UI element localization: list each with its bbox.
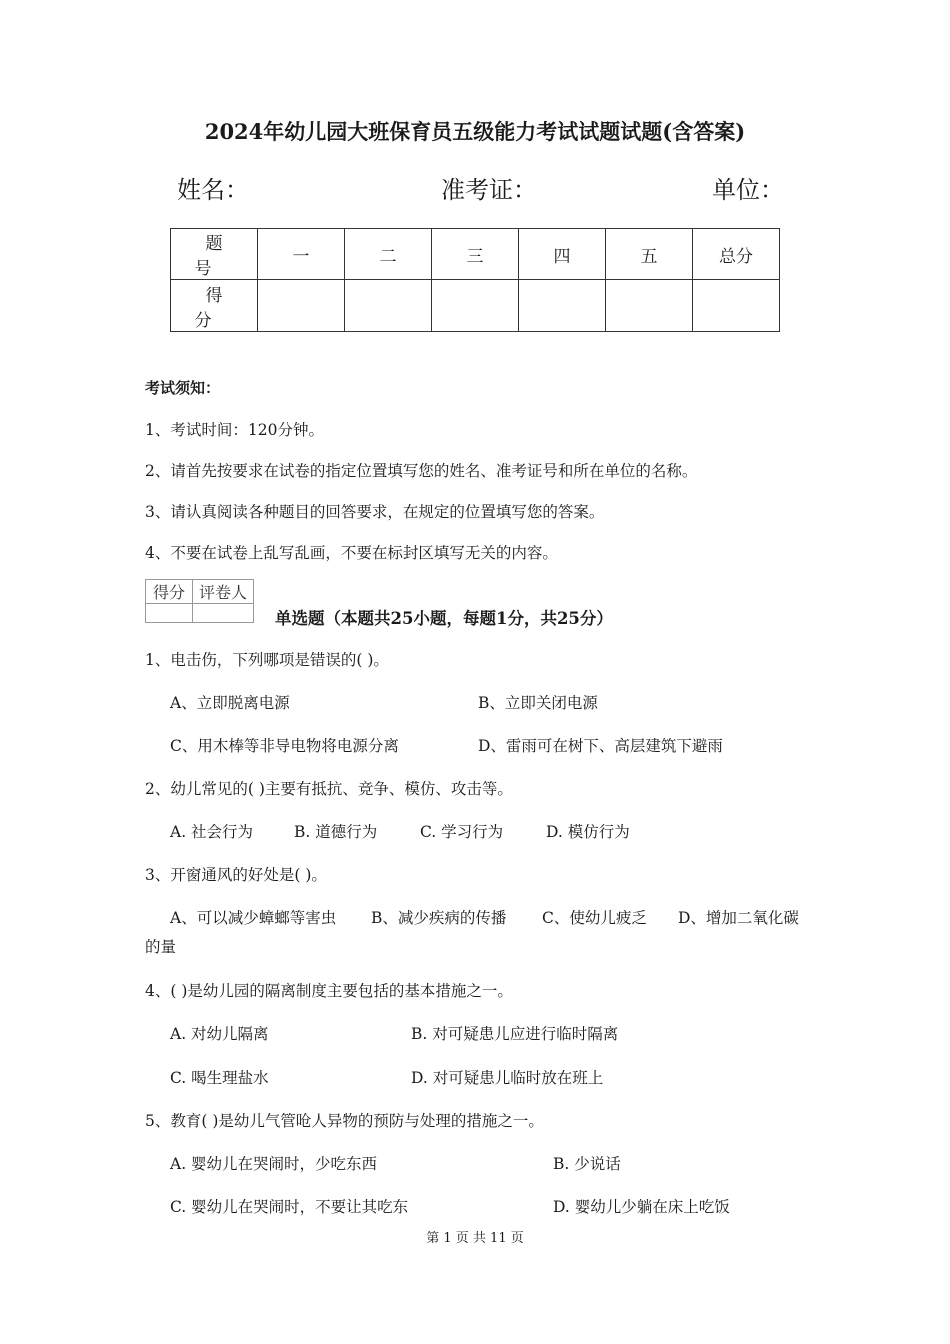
score-input-cell[interactable]	[258, 280, 345, 332]
question-option: B. 道德行为	[294, 823, 378, 841]
score-input-cell[interactable]	[519, 280, 606, 332]
score-input-cell[interactable]	[606, 280, 693, 332]
score-table-header-cell: 一	[258, 229, 345, 280]
question-option: C、使幼儿疲乏	[542, 909, 647, 927]
question-stem: 3、开窗通风的好处是( )。	[145, 866, 327, 884]
score-table-score-row	[171, 280, 780, 332]
unit-field-label: 单位：	[712, 176, 784, 204]
exam-number-field-label: 准考证：	[441, 176, 537, 204]
score-input-cell[interactable]	[693, 280, 780, 332]
question-option: B. 少说话	[553, 1155, 621, 1173]
question-option: D. 婴幼儿少躺在床上吃饭	[553, 1198, 730, 1216]
question-option: B、减少疾病的传播	[371, 909, 507, 927]
score-table-header-cell: 三	[432, 229, 519, 280]
score-input-cell[interactable]	[345, 280, 432, 332]
question-stem: 4、( )是幼儿园的隔离制度主要包括的基本措施之一。	[145, 982, 513, 1000]
question-option: A. 对幼儿隔离	[170, 1025, 269, 1043]
question-option: A、可以减少蟑螂等害虫	[170, 909, 337, 927]
name-field-label: 姓名：	[177, 176, 249, 204]
question-option-wrap: 的量	[145, 938, 177, 956]
question-option: A. 婴幼儿在哭闹时，少吃东西	[170, 1155, 378, 1173]
question-option: C、用木棒等非导电物将电源分离	[170, 737, 399, 755]
page-footer: 第 1 页 共 11 页	[426, 1231, 524, 1246]
score-table-header-row	[171, 229, 780, 280]
score-table-header-cell: 四	[519, 229, 606, 280]
score-table-header-label: 题 号	[171, 229, 258, 280]
grader-score-cell[interactable]	[146, 604, 193, 623]
score-table-header-cell: 二	[345, 229, 432, 280]
question-option: B、立即关闭电源	[478, 694, 598, 712]
notice-heading: 考试须知：	[145, 379, 221, 397]
question-option: D. 模仿行为	[546, 823, 630, 841]
question-stem: 1、电击伤，下列哪项是错误的( )。	[145, 651, 389, 669]
question-option: B. 对可疑患儿应进行临时隔离	[411, 1025, 619, 1043]
notice-item: 4、不要在试卷上乱写乱画，不要在标封区填写无关的内容。	[145, 544, 558, 562]
grader-score-label: 得分	[146, 580, 193, 604]
question-option: D、雷雨可在树下、高层建筑下避雨	[478, 737, 723, 755]
question-option: A、立即脱离电源	[170, 694, 290, 712]
section-title: 单选题（本题共25小题，每题1分，共25分）	[275, 609, 613, 628]
score-table-header-cell: 五	[606, 229, 693, 280]
question-option: D、增加二氧化碳	[678, 909, 799, 927]
notice-item: 3、请认真阅读各种题目的回答要求，在规定的位置填写您的答案。	[145, 503, 605, 521]
question-option: C. 婴幼儿在哭闹时，不要让其吃东	[170, 1198, 409, 1216]
score-table	[170, 228, 780, 332]
notice-item: 2、请首先按要求在试卷的指定位置填写您的姓名、准考证号和所在单位的名称。	[145, 462, 698, 480]
question-stem: 2、幼儿常见的( )主要有抵抗、竞争、模仿、攻击等。	[145, 780, 513, 798]
grader-name-label: 评卷人	[193, 580, 254, 604]
question-stem: 5、教育( )是幼儿气管呛人异物的预防与处理的措施之一。	[145, 1112, 544, 1130]
score-input-cell[interactable]	[432, 280, 519, 332]
page-title: 2024年幼儿园大班保育员五级能力考试试题试题(含答案)	[204, 119, 746, 144]
question-option: C. 学习行为	[420, 823, 504, 841]
question-option: A. 社会行为	[170, 823, 254, 841]
grader-box	[145, 579, 254, 623]
grader-name-cell[interactable]	[193, 604, 254, 623]
question-option: D. 对可疑患儿临时放在班上	[411, 1069, 604, 1087]
score-table-header-cell: 总分	[693, 229, 780, 280]
notice-item: 1、考试时间：120分钟。	[145, 421, 324, 439]
question-option: C. 喝生理盐水	[170, 1069, 269, 1087]
score-table-score-label: 得 分	[171, 280, 258, 332]
